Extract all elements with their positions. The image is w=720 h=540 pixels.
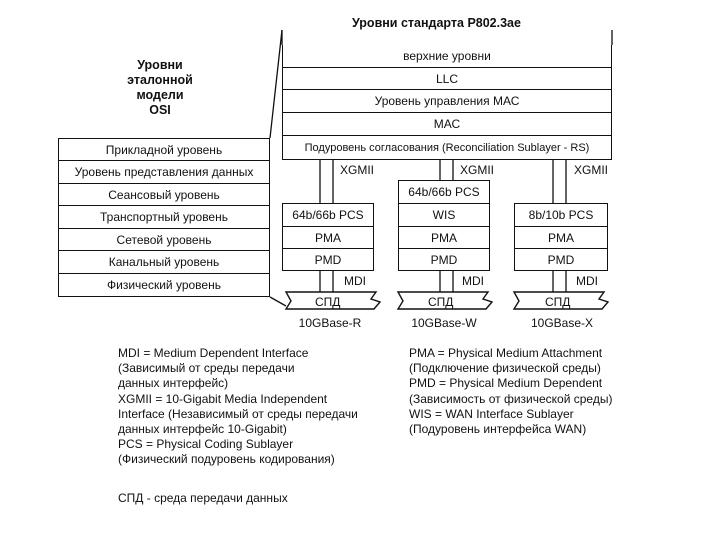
standard-name-col3: 10GBase-X (530, 316, 594, 330)
pma-box-col2 (398, 226, 490, 249)
rs-box (282, 135, 612, 160)
pcs-box-col2 (398, 180, 490, 204)
rs-label: Подуровень согласования (Reconciliation Sublayer - RS) (304, 141, 590, 154)
legend-line: XGMII = 10-Gigabit Media Independent (118, 391, 328, 406)
pma-label: PMA (430, 230, 457, 245)
osi-layer-transport (58, 205, 270, 229)
osi-title-line: эталонной (127, 73, 193, 87)
osi-layer-label: Прикладной уровень (105, 142, 223, 157)
pmd-box-col2 (398, 248, 490, 271)
pcs-label: 64b/66b PCS (292, 208, 364, 222)
wis-box-col2 (398, 203, 490, 227)
legend-line: (Физический подуровень кодирования) (118, 452, 335, 467)
pcs-box-col3 (514, 203, 608, 227)
medium-label-col2: СПД (428, 295, 454, 309)
legend-line: данных интерфейс 10-Gigabit) (118, 422, 287, 437)
osi-layer-label: Физический уровень (107, 278, 221, 292)
legend-line: Interface (Независимый от среды передачи (118, 406, 358, 421)
upper-layers-label: верхние уровни (403, 49, 491, 63)
legend-line: (Подключение физической среды) (409, 361, 601, 376)
mac-box (282, 112, 612, 136)
legend-line: (Подуровень интерфейса WAN) (409, 422, 587, 437)
legend-line: PCS = Physical Coding Sublayer (118, 437, 294, 452)
osi-layer-network (58, 228, 270, 251)
osi-top-connector (270, 30, 282, 138)
xgmii-label-col2: XGMII (460, 163, 495, 177)
pma-box-col3 (514, 226, 608, 249)
osi-bottom-connector (270, 297, 286, 306)
legend-line: WIS = WAN Interface Sublayer (409, 406, 574, 421)
llc-label: LLC (435, 71, 458, 86)
osi-layer-label: Сеансовый уровень (108, 187, 220, 202)
legend-right (409, 346, 612, 437)
pcs-box-col1 (282, 203, 374, 227)
pmd-box-col3 (514, 248, 608, 271)
pmd-box-col1 (282, 248, 374, 271)
legend-left (118, 346, 358, 468)
pma-label: PMA (314, 230, 341, 245)
osi-layer-label: Канальный уровень (108, 255, 220, 269)
pmd-label: PMD (430, 252, 458, 267)
mdi-label-col2: MDI (462, 274, 484, 288)
medium-label-col1: СПД (315, 295, 341, 309)
osi-title-line: OSI (149, 103, 171, 117)
pma-box-col1 (282, 226, 374, 249)
xgmii-label-col1: XGMII (340, 163, 375, 177)
legend-line: данных интерфейс) (118, 376, 229, 391)
xgmii-label-col3: XGMII (574, 163, 609, 177)
osi-title (105, 58, 215, 118)
mac-label: МАС (433, 117, 461, 131)
upper-layers-box (282, 45, 612, 68)
standard-name-col1: 10GBase-R (298, 316, 362, 330)
legend-line: (Зависимость от физической среды) (409, 391, 613, 406)
mac-control-label: Уровень управления МАС (374, 94, 520, 108)
legend-line: MDI = Medium Dependent Interface (118, 346, 309, 360)
legend-footer: СПД - среда передачи данных (118, 491, 288, 505)
pcs-label: 8b/10b PCS (528, 208, 594, 222)
osi-layer-physical (58, 273, 270, 297)
osi-title-line: модели (136, 88, 184, 102)
legend-line: PMD = Physical Medium Dependent (409, 376, 603, 391)
mdi-label-col3: MDI (576, 274, 598, 288)
osi-layer-label: Транспортный уровень (99, 210, 228, 224)
osi-layer-label: Сетевой уровень (116, 232, 212, 247)
mac-control-box (282, 89, 612, 113)
llc-box (282, 67, 612, 90)
osi-layer-session (58, 183, 270, 206)
diagram-title: Уровни стандарта Р802.3ае (352, 16, 521, 30)
osi-layer-datalink (58, 250, 270, 274)
pmd-label: PMD (547, 252, 575, 267)
wis-label: WIS (432, 208, 456, 222)
legend-line: PMA = Physical Medium Attachment (409, 346, 603, 360)
medium-label-col3: СПД (545, 295, 571, 309)
standard-name-col2: 10GBase-W (411, 316, 477, 330)
osi-layer-application (58, 138, 270, 161)
pcs-label: 64b/66b PCS (408, 185, 480, 199)
legend-line: (Зависимый от среды передачи (118, 361, 295, 376)
osi-layer-presentation (58, 160, 270, 184)
osi-title-line: Уровни (137, 58, 183, 72)
mdi-label-col1: MDI (344, 274, 366, 288)
osi-layer-label: Уровень представления данных (74, 165, 254, 179)
pma-label: PMA (547, 230, 574, 245)
pmd-label: PMD (314, 252, 342, 267)
